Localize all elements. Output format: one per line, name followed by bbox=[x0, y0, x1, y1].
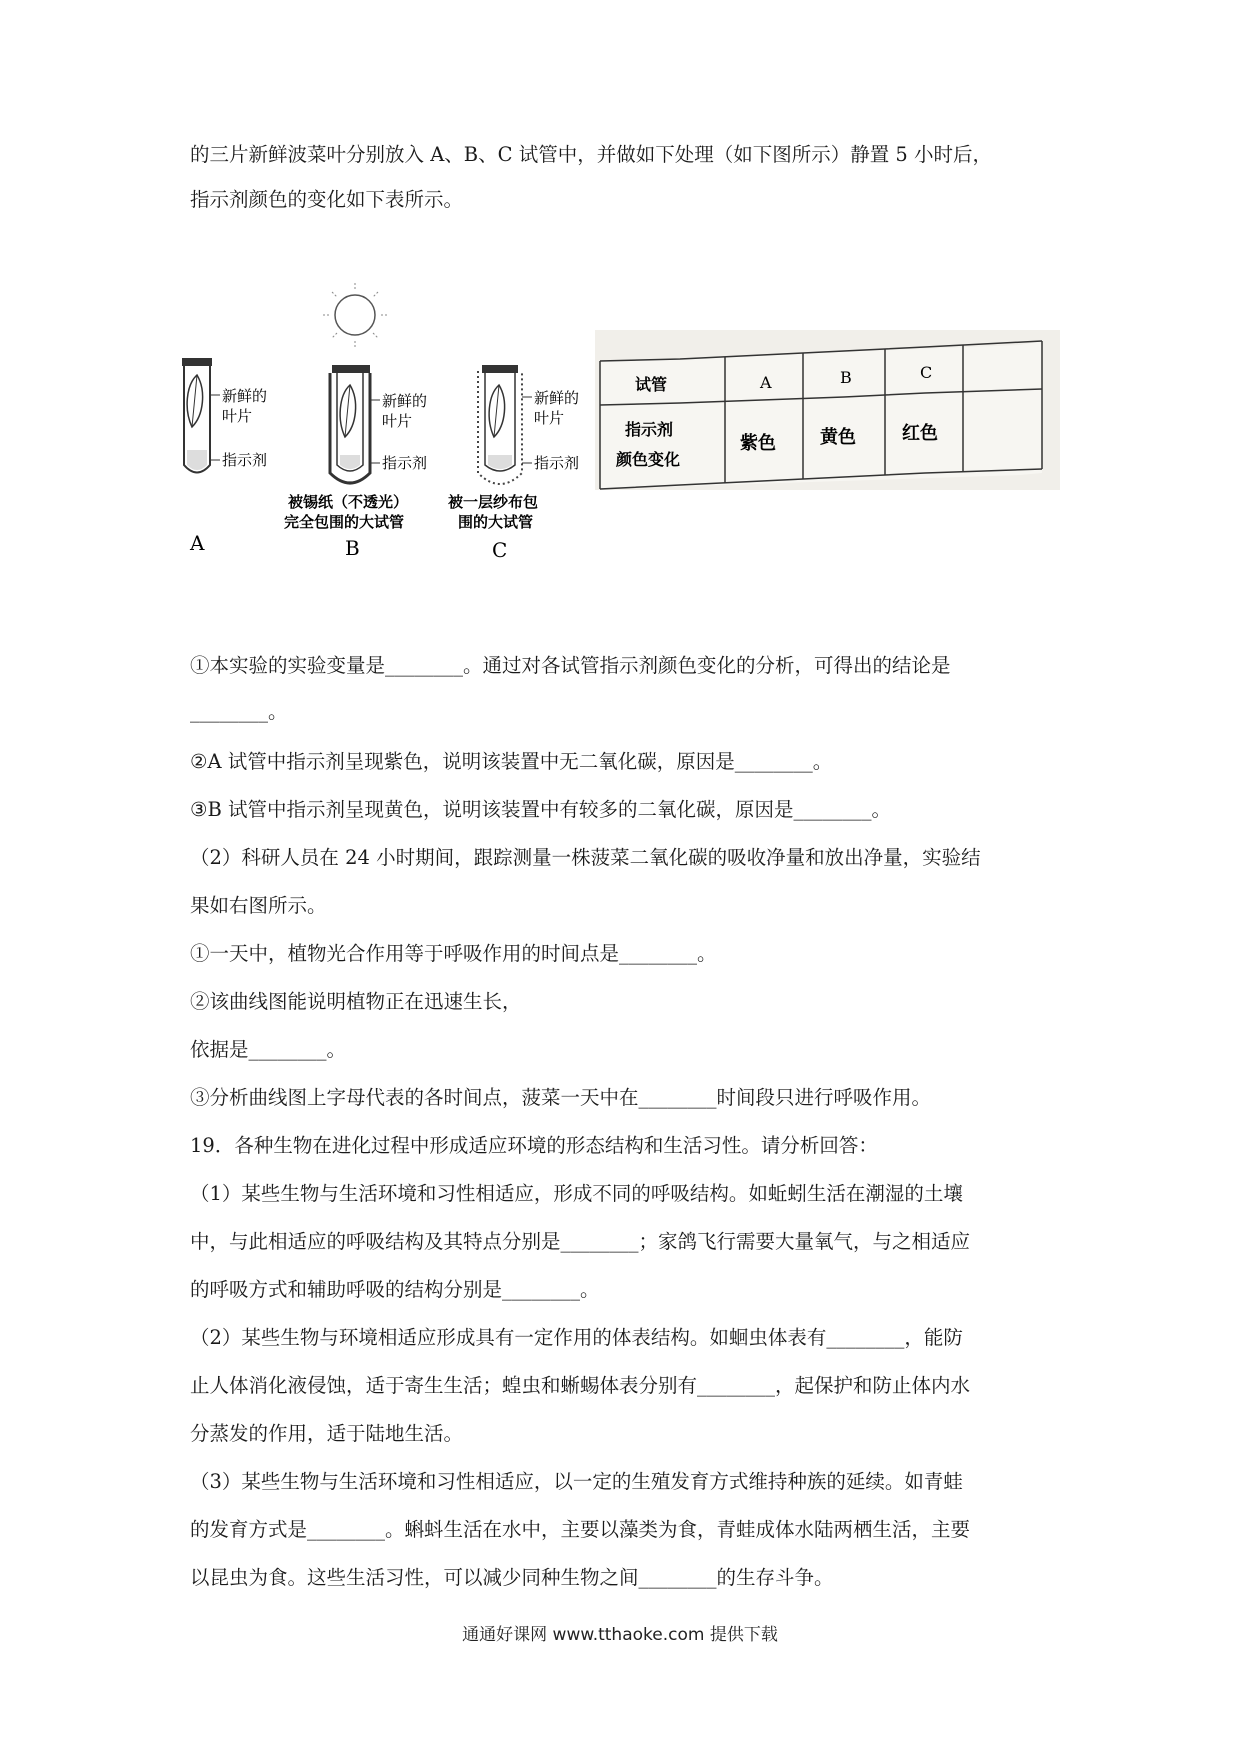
text-line: 的呼吸方式和辅助呼吸的结构分别是________。 bbox=[190, 1278, 600, 1301]
experiment-figure bbox=[180, 275, 1060, 625]
table-col-c: C bbox=[920, 363, 933, 382]
tube-b-caption-1: 被锡纸（不透光） bbox=[288, 493, 409, 511]
tube-c-leaf-label-1: 新鲜的 bbox=[534, 389, 580, 407]
table-col-a: A bbox=[760, 373, 772, 392]
tube-c-indicator-label: 指示剂 bbox=[534, 454, 580, 472]
page-footer: 通通好课网 www.tthaoke.com 提供下载 bbox=[462, 1625, 778, 1645]
tube-b-leaf-label-1: 新鲜的 bbox=[382, 392, 428, 410]
table-row-label-1: 指示剂 bbox=[625, 420, 674, 439]
experiment-diagram bbox=[180, 275, 1060, 625]
sun-icon bbox=[323, 283, 387, 347]
table-value-b: 黄色 bbox=[820, 427, 856, 448]
text-line: 19．各种生物在进化过程中形成适应环境的形态结构和生活习性。请分析回答： bbox=[190, 1134, 878, 1157]
tube-a bbox=[182, 358, 220, 473]
table-header-label: 试管 bbox=[635, 375, 668, 394]
text-line: 止人体消化液侵蚀，适于寄生生活；蝗虫和蜥蜴体表分别有________，起保护和防止体内水 bbox=[190, 1374, 971, 1397]
text-line: （2）科研人员在 24 小时期间，跟踪测量一株菠菜二氧化碳的吸收净量和放出净量，实验结 bbox=[190, 846, 981, 869]
table-value-c: 红色 bbox=[902, 423, 938, 444]
text-line: ②A 试管中指示剂呈现紫色，说明该装置中无二氧化碳，原因是________。 bbox=[190, 750, 833, 773]
tube-b-leaf-label-2: 叶片 bbox=[382, 412, 413, 430]
table-value-a: 紫色 bbox=[740, 433, 776, 454]
text-line: 的发育方式是________。蝌蚪生活在水中，主要以藻类为食，青蛙成体水陆两栖生活，主要 bbox=[190, 1518, 971, 1541]
tube-a-indicator-label: 指示剂 bbox=[222, 451, 268, 469]
text-line: ________。 bbox=[190, 700, 288, 723]
text-line: 中，与此相适应的呼吸结构及其特点分别是________；家鸽飞行需要大量氧气，与之相适应 bbox=[190, 1230, 971, 1253]
text-line: （2）某些生物与环境相适应形成具有一定作用的体表结构。如蛔虫体表有________，能防 bbox=[190, 1326, 963, 1349]
text-line: 的三片新鲜波菜叶分别放入 A、B、C 试管中，并做如下处理（如下图所示）静置 5 小时后， bbox=[190, 143, 993, 166]
tube-c-caption-2: 围的大试管 bbox=[458, 513, 534, 531]
text-line: ①一天中，植物光合作用等于呼吸作用的时间点是________。 bbox=[190, 942, 717, 965]
text-line: 以昆虫为食。这些生活习性，可以减少同种生物之间________的生存斗争。 bbox=[190, 1566, 834, 1589]
tube-b bbox=[330, 365, 380, 483]
text-line: 果如右图所示。 bbox=[190, 894, 327, 917]
tube-a-letter: A bbox=[190, 531, 205, 555]
text-line: 依据是________。 bbox=[190, 1038, 347, 1061]
table-row-label-2: 颜色变化 bbox=[616, 450, 681, 469]
tube-b-caption-2: 完全包围的大试管 bbox=[284, 513, 405, 531]
text-line: ①本实验的实验变量是________。通过对各试管指示剂颜色变化的分析，可得出的结论是 bbox=[190, 654, 951, 677]
text-line: 指示剂颜色的变化如下表所示。 bbox=[190, 188, 464, 211]
text-line: ②该曲线图能说明植物正在迅速生长， bbox=[190, 990, 522, 1013]
tube-c-letter: C bbox=[492, 538, 508, 562]
tube-c bbox=[478, 365, 532, 484]
tube-c-leaf-label-2: 叶片 bbox=[534, 409, 565, 427]
text-line: ③分析曲线图上字母代表的各时间点，菠菜一天中在________时间段只进行呼吸作用。 bbox=[190, 1086, 932, 1109]
text-line: （3）某些生物与生活环境和习性相适应，以一定的生殖发育方式维持种族的延续。如青蛙 bbox=[190, 1470, 963, 1493]
text-line: （1）某些生物与生活环境和习性相适应，形成不同的呼吸结构。如蚯蚓生活在潮湿的土壤 bbox=[190, 1182, 963, 1205]
text-line: ③B 试管中指示剂呈现黄色，说明该装置中有较多的二氧化碳，原因是________。 bbox=[190, 798, 892, 821]
tube-a-leaf-label-1: 新鲜的 bbox=[222, 387, 268, 405]
tube-b-letter: B bbox=[345, 536, 360, 560]
table-col-b: B bbox=[840, 368, 852, 387]
tube-a-leaf-label-2: 叶片 bbox=[222, 407, 253, 425]
tube-c-caption-1: 被一层纱布包 bbox=[448, 493, 539, 511]
tube-b-indicator-label: 指示剂 bbox=[382, 454, 428, 472]
text-line: 分蒸发的作用，适于陆地生活。 bbox=[190, 1422, 464, 1445]
